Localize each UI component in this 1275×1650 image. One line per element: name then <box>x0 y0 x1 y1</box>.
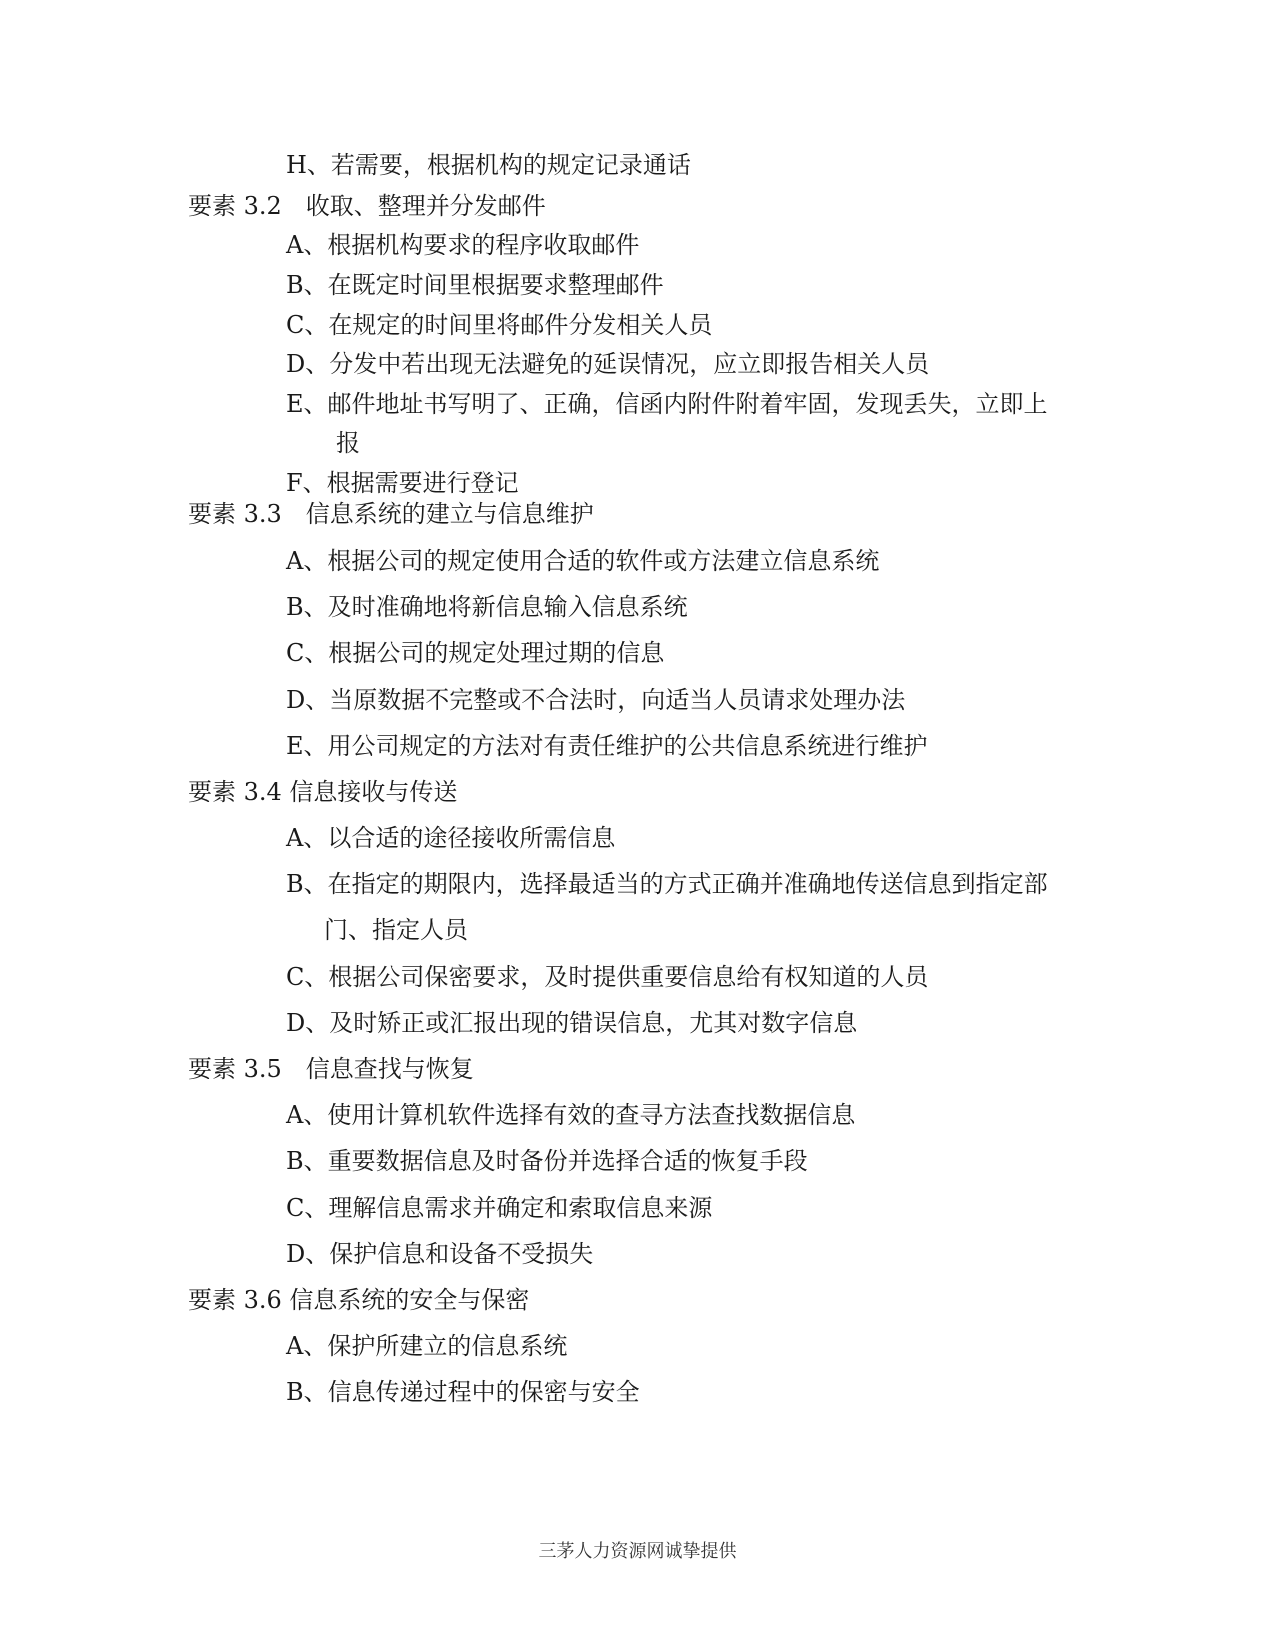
item-b-transmit-info: B、在指定的期限内，选择最适当的方式正确并准确地传送信息到指定部 <box>286 870 1048 898</box>
item-b-continuation: 门、指定人员 <box>324 916 468 944</box>
item-b-transmission-security: B、信息传递过程中的保密与安全 <box>286 1378 640 1406</box>
item-a-receive-mail: A、根据机构要求的程序收取邮件 <box>286 231 640 259</box>
section-heading-3-2: 要素 3.2 收取、整理并分发邮件 <box>188 192 546 220</box>
item-c-distribute-mail: C、在规定的时间里将邮件分发相关人员 <box>286 311 713 339</box>
item-e-maintain-system: E、用公司规定的方法对有责任维护的公共信息系统进行维护 <box>286 732 928 760</box>
item-a-receive-info: A、以合适的途径接收所需信息 <box>286 824 616 852</box>
item-b-input-info: B、及时准确地将新信息输入信息系统 <box>286 593 688 621</box>
item-b-backup-data: B、重要数据信息及时备份并选择合适的恢复手段 <box>286 1147 808 1175</box>
item-d-incomplete-data: D、当原数据不完整或不合法时，向适当人员请求处理办法 <box>286 686 906 714</box>
item-h-record-calls: H、若需要，根据机构的规定记录通话 <box>286 151 691 179</box>
item-c-confidential-info: C、根据公司保密要求，及时提供重要信息给有权知道的人员 <box>286 963 929 991</box>
item-d-correct-errors: D、及时矫正或汇报出现的错误信息，尤其对数字信息 <box>286 1009 858 1037</box>
item-e-mail-address: E、邮件地址书写明了、正确，信函内附件附着牢固，发现丢失，立即上 <box>286 390 1048 418</box>
item-a-build-system: A、根据公司的规定使用合适的软件或方法建立信息系统 <box>286 547 880 575</box>
section-heading-3-6: 要素 3.6 信息系统的安全与保密 <box>188 1286 530 1314</box>
item-e-continuation: 报 <box>336 429 360 457</box>
item-c-info-source: C、理解信息需求并确定和索取信息来源 <box>286 1194 713 1222</box>
item-c-expired-info: C、根据公司的规定处理过期的信息 <box>286 639 665 667</box>
section-heading-3-4: 要素 3.4 信息接收与传送 <box>188 778 458 806</box>
section-heading-3-5: 要素 3.5 信息查找与恢复 <box>188 1055 474 1083</box>
item-a-search-data: A、使用计算机软件选择有效的查寻方法查找数据信息 <box>286 1101 856 1129</box>
item-d-report-delay: D、分发中若出现无法避免的延误情况，应立即报告相关人员 <box>286 350 930 378</box>
page-footer: 三茅人力资源网诚挚提供 <box>538 1541 737 1562</box>
item-d-protect-equipment: D、保护信息和设备不受损失 <box>286 1240 594 1268</box>
item-a-protect-system: A、保护所建立的信息系统 <box>286 1332 568 1360</box>
section-heading-3-3: 要素 3.3 信息系统的建立与信息维护 <box>188 500 594 528</box>
item-b-sort-mail: B、在既定时间里根据要求整理邮件 <box>286 271 664 299</box>
item-f-register: F、根据需要进行登记 <box>286 469 519 497</box>
